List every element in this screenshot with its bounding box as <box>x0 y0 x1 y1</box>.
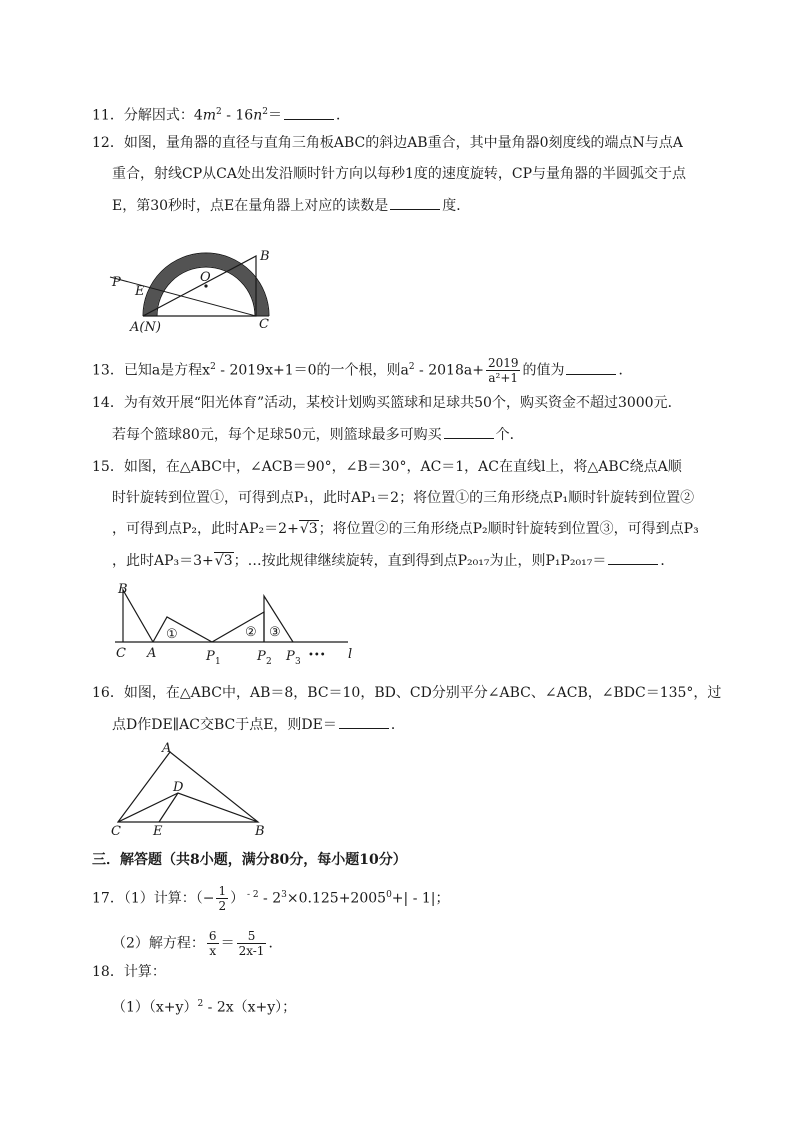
label-a: A <box>162 741 172 756</box>
label-e: E <box>153 824 163 839</box>
question-17-part-2: （2）解方程： $\frac{6}{x}$ ＝ $\frac{5}{2x-1}$ ． <box>112 929 283 958</box>
fraction-5-over-2x-1: $\frac{5}{2x-1}$ <box>238 929 265 958</box>
question-11: 11．分解因式：$4m^2 - 16n^2=$ ． <box>92 102 350 126</box>
rotation-figure <box>110 578 370 666</box>
question-15-line-1: 15．如图，在△ABC中，∠ACB＝90°，∠B＝30°，AC＝1，AC在直线l上，将△ABC绕点A顺 <box>92 459 682 475</box>
question-14-line-1: 14．为有效开展“阳光体育”活动，某校计划购买篮球和足球共50个，购买资金不超过3000元． <box>92 395 682 411</box>
label-position-3: ③ <box>269 625 281 640</box>
fraction-6-over-x: $\frac{6}{x}$ <box>208 929 217 958</box>
question-16-line-1: 16．如图，在△ABC中，AB＝8，BC＝10，BD、CD分别平分∠ABC、∠ACB，∠BDC＝135°，过 <box>92 685 722 701</box>
label-p2-sub: 2 <box>266 657 272 667</box>
label-p3: P <box>286 649 295 664</box>
question-15-line-4: ，此时AP₃＝3+√3；…按此规律继续旋转，直到得到点P₂₀₁₇为止，则P₁P₂₀₁₇＝ ． <box>112 550 674 571</box>
bisector-figure <box>110 738 270 838</box>
triangle-original <box>123 590 153 642</box>
label-b: B <box>260 249 270 264</box>
question-18: 18．计算： <box>92 964 166 980</box>
question-12-line-3: E，第30秒时，点E在量角器上对应的读数是 度． <box>112 195 470 216</box>
bisectors-bd-cd <box>118 793 258 822</box>
question-12-line-1: 12．如图，量角器的直径与直角三角板ABC的斜边AB重合，其中量角器0刻度线的端点N与点A <box>92 135 683 151</box>
question-13: 13．已知a是方程$x^2 - 2019x+1=0$的一个根，则$a^2 - 2018a+$ $\frac{2019}{\text{a²+1}}$ 的值为 ． <box>92 356 633 385</box>
fraction: $\frac{2019}{\text{a²+1}}$ <box>487 356 519 385</box>
label-p2: P <box>257 649 266 664</box>
label-a-n: A(N) <box>130 320 161 335</box>
triangle-pos1 <box>153 617 212 642</box>
question-15-line-3: ，可得到点P₂，此时AP₂＝2+√3；将位置②的三角形绕点P₂顺时针旋转到位置③，可得到点P₃ <box>112 521 699 537</box>
question-18-part-1: $(1)(x+y)^2 - 2x(x+y)$； <box>112 999 297 1016</box>
answer-blank-11 <box>284 105 334 120</box>
answer-blank-15 <box>608 550 658 565</box>
label-e: E <box>135 284 145 299</box>
label-position-2: ② <box>245 625 257 640</box>
label-l: l <box>348 647 353 662</box>
label-c: C <box>111 824 121 839</box>
label-position-1: ① <box>166 627 178 642</box>
ray-cp <box>110 277 256 316</box>
section-3-heading: 三．解答题（共8小题，满分80分，每小题10分） <box>92 852 407 868</box>
question-14-line-2: 若每个篮球80元，每个足球50元，则篮球最多可购买 个． <box>112 424 524 445</box>
answer-blank-14 <box>444 424 494 439</box>
label-b: B <box>118 582 128 597</box>
label-c: C <box>259 317 269 332</box>
question-15-line-2: 时针旋转到位置①，可得到点P₁，此时AP₁＝2；将位置①的三角形绕点P₁顺时针旋转到位置② <box>112 490 695 506</box>
label-a: A <box>147 646 157 661</box>
label-c: C <box>116 646 126 661</box>
label-d: D <box>173 780 184 795</box>
answer-blank-16 <box>339 714 389 729</box>
label-p: P <box>112 275 121 290</box>
question-16-line-2: 点D作DE∥AC交BC于点E，则DE＝ ． <box>112 714 405 735</box>
label-b: B <box>255 824 265 839</box>
label-o: O <box>200 270 211 285</box>
fraction-half: $\frac{1}{2}$ <box>218 884 227 913</box>
question-12-line-2: 重合，射线CP从CA处出发沿顺时针方向以每秒1度的速度旋转，CP与量角器的半圆弧交于点 <box>112 166 686 182</box>
answer-blank-13 <box>566 360 616 375</box>
answer-blank-12 <box>390 195 440 210</box>
protractor-figure <box>108 220 278 335</box>
label-p1: P <box>206 649 215 664</box>
label-p3-sub: 3 <box>295 657 301 667</box>
question-17-part-1: 17．（1）计算：（− $\frac{1}{2}$ ） $^{- 2} - 2^3\times 0.125+2005^0+| - 1|$； <box>92 884 450 913</box>
label-p1-sub: 1 <box>215 657 221 667</box>
label-dots: ••• <box>308 650 326 661</box>
